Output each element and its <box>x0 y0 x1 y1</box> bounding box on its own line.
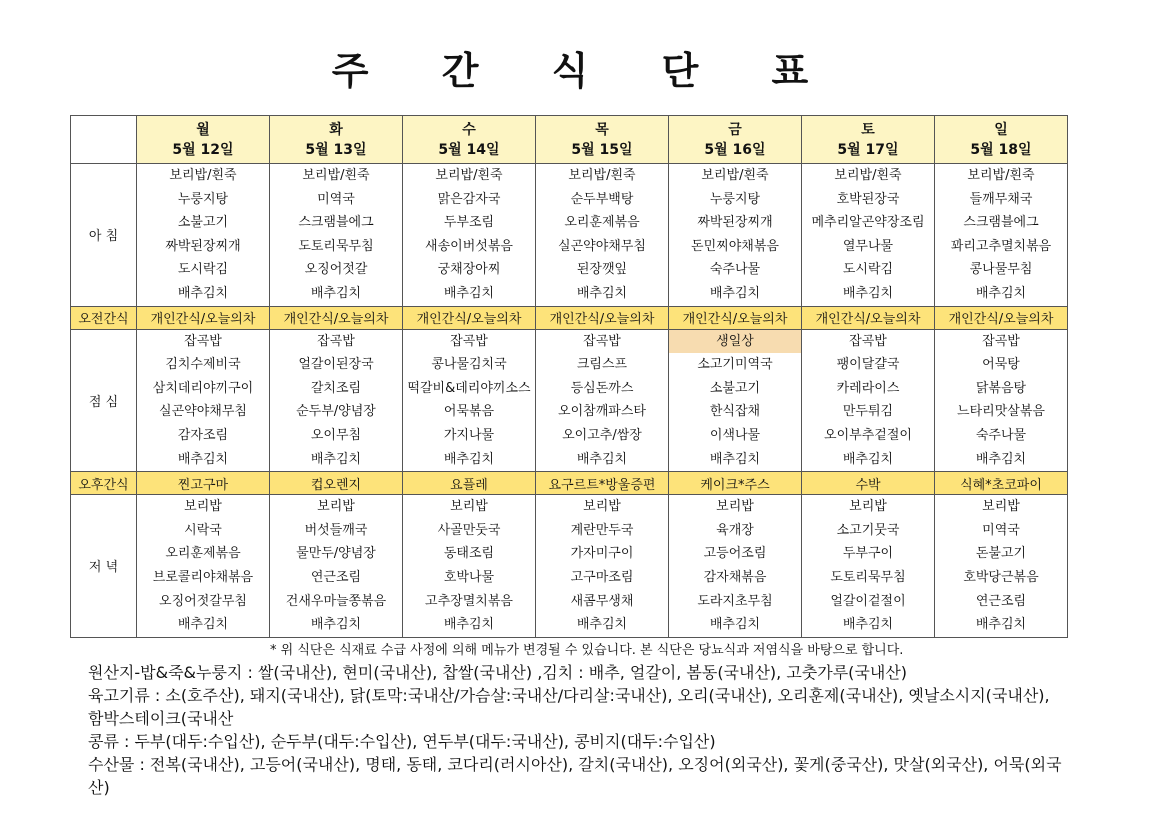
menu-item: 보리밥/흰죽 <box>169 168 237 183</box>
breakfast-cell <box>270 164 403 307</box>
menu-item: 고구마조림 <box>570 569 634 585</box>
menu-item: 배추김치 <box>576 617 628 633</box>
menu-item: 보리밥 <box>450 499 488 515</box>
snack-item: 개인간식/오늘의차 <box>137 306 270 329</box>
menu-item: 오이참깨파스타 <box>558 404 646 420</box>
snack-item: 개인간식/오늘의차 <box>935 306 1068 329</box>
menu-item: 크림스프 <box>576 357 628 373</box>
breakfast-label: 아 침 <box>71 164 137 307</box>
header-row <box>71 116 1068 164</box>
menu-item: 보리밥/흰죽 <box>701 168 769 183</box>
menu-item: 연근조림 <box>310 569 362 585</box>
day-name: 수 <box>462 121 476 138</box>
menu-item: 배추김치 <box>177 617 229 633</box>
day-header <box>270 116 403 164</box>
am_snack-label: 오전간식 <box>71 306 137 329</box>
menu-item: 동태조림 <box>443 546 495 562</box>
menu-item: 얼갈이겉절이 <box>830 593 906 609</box>
menu-item: 메추리알곤약장조림 <box>811 215 925 231</box>
breakfast-cell <box>403 164 536 307</box>
menu-item: 소불고기 <box>177 215 229 231</box>
menu-item: 순두부/양념장 <box>296 404 376 420</box>
menu-item: 두부조림 <box>443 215 495 231</box>
menu-item: 순두부백탕 <box>570 191 634 207</box>
menu-item: 보리밥/흰죽 <box>302 168 370 183</box>
menu-item: 한식잡채 <box>709 404 761 420</box>
menu-item: 삼치데리야끼구이 <box>152 380 254 396</box>
day-name: 목 <box>595 121 609 138</box>
snack-item: 찐고구마 <box>137 472 270 495</box>
snack-item: 케이크*주스 <box>669 472 802 495</box>
day-date: 5월 17일 <box>837 141 899 158</box>
breakfast-cell <box>669 164 802 307</box>
day-date: 5월 16일 <box>704 141 766 158</box>
menu-item: 오이부추겉절이 <box>824 427 912 443</box>
dinner-cell <box>403 495 536 638</box>
lunch-cell <box>270 329 403 472</box>
menu-item: 브로콜리야채볶음 <box>152 569 254 585</box>
menu-item: 버섯들깨국 <box>304 522 368 538</box>
menu-item: 감자조림 <box>177 427 229 443</box>
menu-item: 두부구이 <box>842 546 894 562</box>
menu-item: 새콤무생채 <box>570 593 634 609</box>
menu-item: 누룽지탕 <box>177 191 229 207</box>
menu-item: 미역국 <box>982 522 1020 538</box>
am_snack-row <box>71 306 1068 329</box>
lunch-cell <box>403 329 536 472</box>
menu-item: 시락국 <box>184 522 222 538</box>
menu-item: 느타리맛살볶음 <box>957 404 1045 420</box>
menu-item: 배추김치 <box>443 285 495 301</box>
menu-item: 보리밥/흰죽 <box>435 168 503 183</box>
menu-item: 숙주나물 <box>709 262 761 278</box>
menu-item: 팽이달걀국 <box>836 357 900 373</box>
origin-line-seafood: 수산물 : 전복(국내산), 고등어(국내산), 명태, 동태, 코다리(러시아산), 갈치(국내산), 오징어(외국산), 꽃게(중국산), 맛살(외국산), 어묵(외국산) <box>88 755 1062 797</box>
day-date: 5월 18일 <box>970 141 1032 158</box>
origin-line-meat: 육고기류 : 소(호주산), 돼지(국내산), 닭(토막:국내산/가슴살:국내산/다리살:국내산), 오리(국내산), 오리훈제(국내산), 옛날소시지(국내산), 함박스테이크(국내산 <box>88 686 1050 728</box>
snack-item: 식혜*초코파이 <box>935 472 1068 495</box>
menu-item: 배추김치 <box>443 451 495 467</box>
menu-item: 보리밥/흰죽 <box>967 168 1035 183</box>
menu-item: 도시락김 <box>177 262 229 278</box>
day-header <box>137 116 270 164</box>
snack-item: 개인간식/오늘의차 <box>669 306 802 329</box>
day-name: 토 <box>861 121 875 138</box>
snack-item: 개인간식/오늘의차 <box>270 306 403 329</box>
snack-item: 개인간식/오늘의차 <box>802 306 935 329</box>
menu-item: 배추김치 <box>709 617 761 633</box>
origin-line-beans: 콩류 : 두부(대두:수입산), 순두부(대두:수입산), 연두부(대두:국내산), 콩비지(대두:수입산) <box>88 732 716 751</box>
menu-item: 배추김치 <box>709 285 761 301</box>
day-date: 5월 12일 <box>172 141 234 158</box>
menu-item: 콩나물무침 <box>969 262 1033 278</box>
menu-item: 사골만둣국 <box>437 522 501 538</box>
menu-item: 호박된장국 <box>836 191 900 207</box>
menu-item: 오이무침 <box>310 427 362 443</box>
menu-item: 가지나물 <box>443 427 495 443</box>
menu-item: 배추김치 <box>310 285 362 301</box>
menu-item: 맑은감자국 <box>437 191 501 207</box>
menu-item: 배추김치 <box>576 285 628 301</box>
menu-item: 소고기뭇국 <box>836 522 900 538</box>
menu-item: 오징어젓갈 <box>304 262 368 278</box>
menu-item: 도라지초무침 <box>697 593 773 609</box>
menu-item: 배추김치 <box>443 617 495 633</box>
menu-item: 콩나물김치국 <box>431 357 507 373</box>
pm_snack-label: 오후간식 <box>71 472 137 495</box>
menu-item: 미역국 <box>317 191 355 207</box>
menu-item: 배추김치 <box>576 451 628 467</box>
breakfast-cell <box>137 164 270 307</box>
menu-item: 짜박된장찌개 <box>697 215 773 231</box>
dinner-cell <box>270 495 403 638</box>
menu-item: 열무나물 <box>842 238 894 254</box>
menu-item: 고등어조림 <box>703 546 767 562</box>
menu-item: 배추김치 <box>310 451 362 467</box>
day-name: 화 <box>329 121 343 138</box>
menu-item: 잡곡밥 <box>450 333 488 349</box>
menu-item: 닭볶음탕 <box>975 380 1027 396</box>
menu-item: 돈불고기 <box>975 546 1027 562</box>
snack-item: 컵오렌지 <box>270 472 403 495</box>
menu-change-note: * 위 식단은 식재료 수급 사정에 의해 메뉴가 변경될 수 있습니다. 본 식단은 당뇨식과 저염식을 바탕으로 합니다. <box>270 643 904 658</box>
menu-item: 보리밥/흰죽 <box>568 168 636 183</box>
menu-item: 잡곡밥 <box>317 333 355 349</box>
menu-item: 어묵탕 <box>982 357 1020 373</box>
menu-item: 카레라이스 <box>836 380 900 396</box>
menu-item: 배추김치 <box>842 451 894 467</box>
dinner-cell <box>935 495 1068 638</box>
snack-item: 수박 <box>802 472 935 495</box>
menu-item: 건새우마늘쫑볶음 <box>285 593 387 609</box>
lunch-cell <box>935 329 1068 472</box>
menu-item: 도토리묵무침 <box>830 569 906 585</box>
dinner-cell <box>802 495 935 638</box>
day-header <box>935 116 1068 164</box>
menu-item: 실곤약야채무침 <box>159 404 247 420</box>
menu-item: 호박당근볶음 <box>963 569 1039 585</box>
pm_snack-row <box>71 472 1068 495</box>
menu-item: 잡곡밥 <box>849 333 887 349</box>
lunch-row <box>71 329 1068 472</box>
lunch-cell <box>536 329 669 472</box>
menu-item: 오리훈제볶음 <box>564 215 640 231</box>
lunch-label: 점 심 <box>71 329 137 472</box>
breakfast-cell <box>536 164 669 307</box>
lunch-cell <box>137 329 270 472</box>
lunch-cell <box>669 329 802 472</box>
page-title: 주 간 식 단 표 <box>331 49 839 93</box>
menu-item: 고추장멸치볶음 <box>425 593 513 609</box>
origin-info <box>88 660 1070 797</box>
corner-cell <box>71 116 137 164</box>
menu-item: 배추김치 <box>310 617 362 633</box>
menu-item: 새송이버섯볶음 <box>425 238 513 254</box>
menu-item: 도시락김 <box>842 262 894 278</box>
origin-label: 원산지- <box>88 663 141 682</box>
dinner-row <box>71 495 1068 638</box>
snack-item: 개인간식/오늘의차 <box>403 306 536 329</box>
menu-item: 도토리묵무침 <box>298 238 374 254</box>
menu-item: 김치수제비국 <box>165 357 241 373</box>
snack-item: 요플레 <box>403 472 536 495</box>
day-header <box>403 116 536 164</box>
menu-item: 감자채볶음 <box>703 569 767 585</box>
day-date: 5월 13일 <box>305 141 367 158</box>
origin-line-rice-kimchi: 밥&죽&누룽지 : 쌀(국내산), 현미(국내산), 찹쌀(국내산) ,김치 : 배추, 얼갈이, 봄동(국내산), 고춧가루(국내산) <box>140 663 908 682</box>
menu-item: 배추김치 <box>975 285 1027 301</box>
menu-item: 얼갈이된장국 <box>298 357 374 373</box>
menu-item: 들깨무채국 <box>969 191 1033 207</box>
menu-item: 잡곡밥 <box>184 333 222 349</box>
day-name: 월 <box>196 121 210 138</box>
origin-row <box>88 660 1070 683</box>
menu-item: 생일상 <box>669 330 801 354</box>
menu-item: 어묵볶음 <box>443 404 495 420</box>
menu-item: 배추김치 <box>975 451 1027 467</box>
day-date: 5월 15일 <box>571 141 633 158</box>
menu-item: 물만두/양념장 <box>296 546 376 562</box>
menu-item: 배추김치 <box>177 451 229 467</box>
lunch-cell <box>802 329 935 472</box>
menu-item: 떡갈비&데리야끼소스 <box>407 380 531 396</box>
breakfast-row <box>71 164 1068 307</box>
day-name: 금 <box>728 121 742 138</box>
dinner-label: 저 녁 <box>71 495 137 638</box>
menu-item: 스크램블에그 <box>298 215 374 231</box>
day-name: 일 <box>994 121 1008 138</box>
day-header <box>536 116 669 164</box>
menu-item: 계란만두국 <box>570 522 634 538</box>
menu-item: 배추김치 <box>842 285 894 301</box>
snack-item: 개인간식/오늘의차 <box>536 306 669 329</box>
menu-item: 스크램블에그 <box>963 215 1039 231</box>
menu-item: 누룽지탕 <box>709 191 761 207</box>
menu-item: 오리훈제볶음 <box>165 546 241 562</box>
menu-item: 궁채장아찌 <box>437 262 501 278</box>
menu-item: 배추김치 <box>177 285 229 301</box>
menu-item: 소불고기 <box>709 380 761 396</box>
menu-item: 만두튀김 <box>842 404 894 420</box>
snack-item: 요구르트*방울증편 <box>536 472 669 495</box>
menu-item: 등심돈까스 <box>570 380 634 396</box>
menu-item: 갈치조림 <box>310 380 362 396</box>
menu-item: 보리밥 <box>716 499 754 515</box>
menu-item: 보리밥 <box>184 499 222 515</box>
menu-item: 오이고추/쌈장 <box>562 427 642 443</box>
menu-item: 잡곡밥 <box>583 333 621 349</box>
dinner-cell <box>669 495 802 638</box>
menu-item: 가자미구이 <box>570 546 634 562</box>
menu-item: 배추김치 <box>842 617 894 633</box>
day-header <box>802 116 935 164</box>
menu-item: 오징어젓갈무침 <box>159 593 247 609</box>
menu-item: 보리밥 <box>982 499 1020 515</box>
day-date: 5월 14일 <box>438 141 500 158</box>
day-header <box>669 116 802 164</box>
breakfast-cell <box>935 164 1068 307</box>
menu-item: 꽈리고추멸치볶음 <box>950 238 1052 254</box>
menu-item: 육개장 <box>716 522 754 538</box>
menu-item: 돈민찌야채볶음 <box>691 238 779 254</box>
dinner-cell <box>536 495 669 638</box>
menu-item: 소고기미역국 <box>697 357 773 373</box>
menu-item: 연근조림 <box>975 593 1027 609</box>
menu-item: 짜박된장찌개 <box>165 238 241 254</box>
menu-item: 보리밥/흰죽 <box>834 168 902 183</box>
dinner-cell <box>137 495 270 638</box>
menu-item: 보리밥 <box>849 499 887 515</box>
menu-item: 호박나물 <box>443 569 495 585</box>
menu-item: 실곤약야채무침 <box>558 238 646 254</box>
menu-item: 배추김치 <box>975 617 1027 633</box>
menu-item: 된장깻잎 <box>576 262 628 278</box>
menu-item: 보리밥 <box>317 499 355 515</box>
menu-item: 숙주나물 <box>975 427 1027 443</box>
menu-item: 보리밥 <box>583 499 621 515</box>
weekly-menu-table <box>70 115 1068 638</box>
menu-item: 잡곡밥 <box>982 333 1020 349</box>
breakfast-cell <box>802 164 935 307</box>
menu-item: 배추김치 <box>709 451 761 467</box>
menu-item: 이색나물 <box>709 427 761 443</box>
